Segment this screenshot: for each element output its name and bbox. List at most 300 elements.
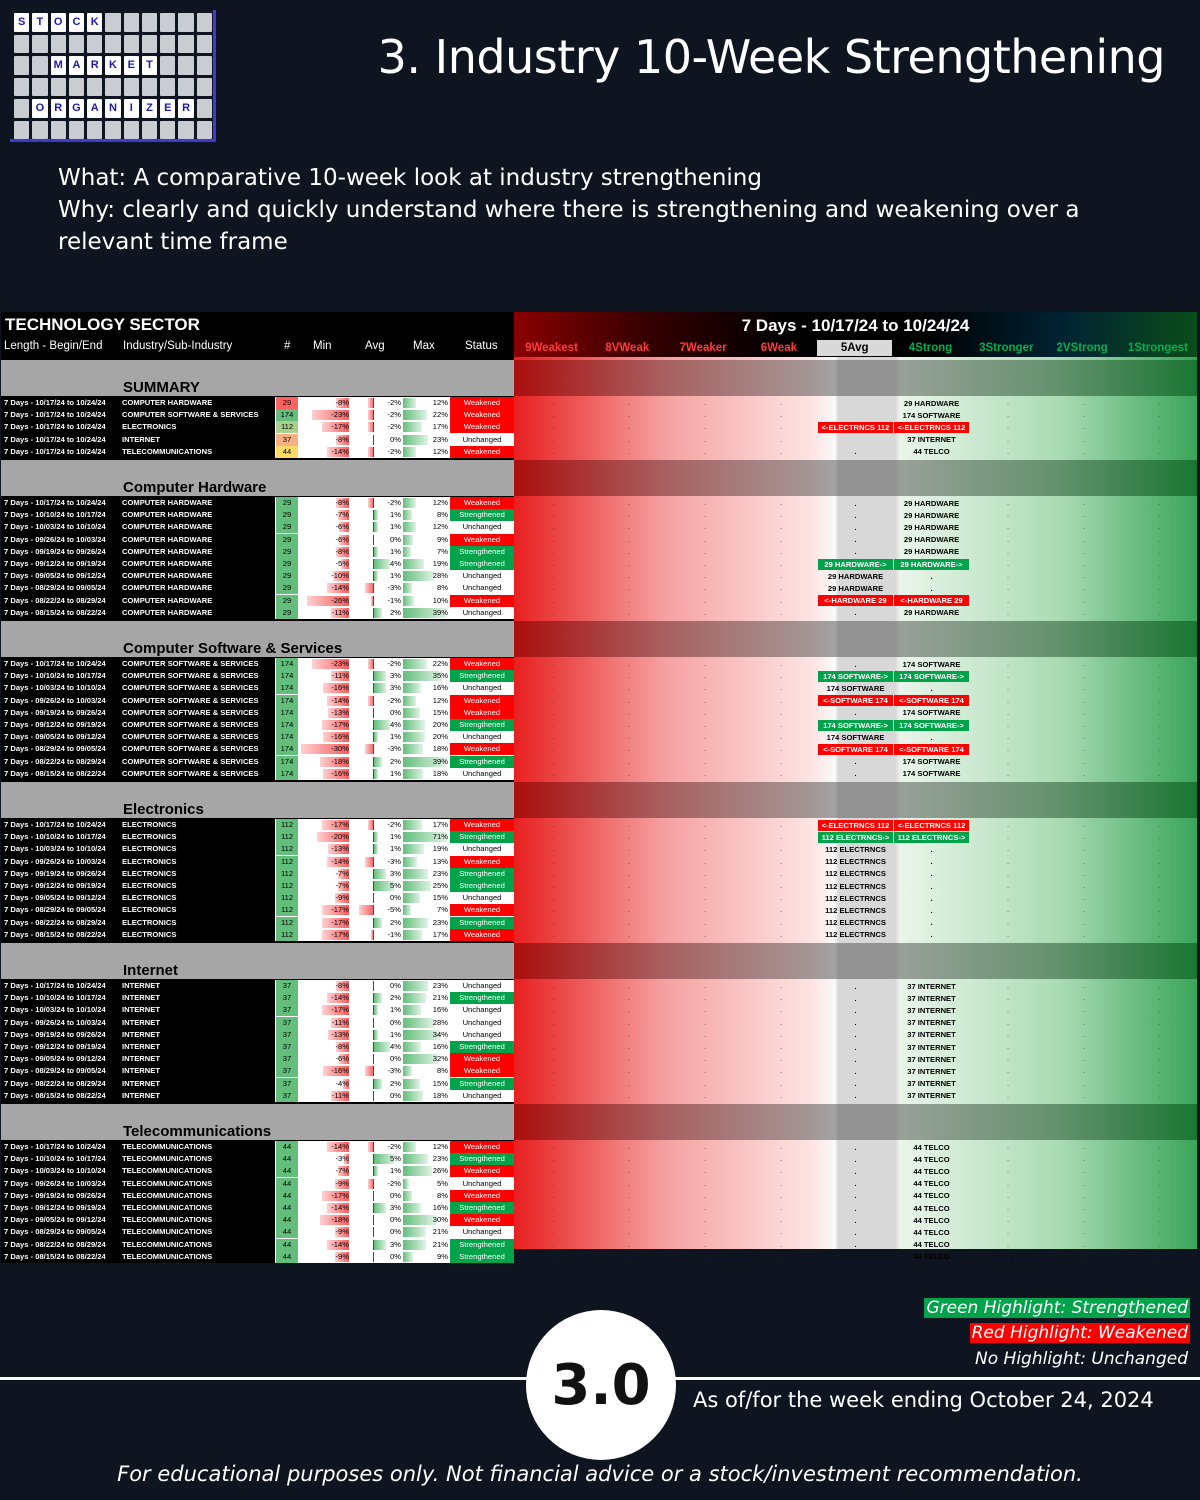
row-avg: -1%	[387, 595, 401, 605]
grid-dot: .	[780, 446, 783, 456]
grid-dot: .	[704, 1066, 707, 1076]
strength-col-header: 2VStrong	[1056, 342, 1108, 354]
strength-5avg-label: <-SOFTWARE 174	[818, 744, 893, 755]
status-badge: Weakened	[450, 658, 514, 670]
grid-dot: .	[1158, 671, 1161, 681]
table-row	[1, 831, 1197, 843]
grid-dot: .	[1158, 659, 1161, 668]
grid-dot: .	[780, 559, 783, 568]
row-min: -14%	[331, 695, 349, 705]
grid-dot: .	[1083, 1190, 1086, 1200]
grid-dot: .	[780, 1042, 783, 1051]
logo-tile	[160, 121, 175, 140]
row-industry: INTERNET	[122, 981, 160, 990]
strength-4strong-label: 29 HARDWARE	[903, 398, 960, 408]
logo-tile	[105, 78, 120, 97]
table-row	[1, 1141, 1197, 1153]
row-industry: TELECOMMUNICATIONS	[122, 1215, 213, 1225]
row-avg: 3%	[390, 868, 401, 878]
grid-dot: .	[628, 434, 631, 444]
row-max: 5%	[437, 1178, 448, 1188]
strength-4strong-label: 37 INTERNET	[907, 1042, 956, 1052]
logo-tile	[142, 78, 157, 97]
row-industry: COMPUTER SOFTWARE & SERVICES	[122, 410, 259, 420]
row-min: -16%	[331, 683, 349, 693]
grid-dot: .	[1007, 707, 1010, 717]
grid-dot: .	[780, 607, 783, 617]
grid-dot: .	[552, 559, 555, 568]
grid-dot: .	[1083, 720, 1086, 729]
row-min: -30%	[331, 744, 349, 754]
grid-dot: .	[704, 1166, 707, 1176]
grid-dot: .	[780, 434, 783, 444]
row-max: 26%	[432, 1166, 448, 1176]
row-length: 7 Days - 09/19/24 to 09/26/24	[4, 1029, 106, 1039]
grid-dot: .	[1007, 446, 1010, 456]
logo-tile: G	[69, 99, 84, 118]
row-length: 7 Days - 10/10/24 to 10/17/24	[4, 671, 106, 681]
table-row	[1, 1029, 1197, 1041]
grid-dot: .	[1007, 659, 1010, 668]
row-industry: COMPUTER SOFTWARE & SERVICES	[122, 732, 259, 742]
grid-dot: .	[704, 1251, 707, 1261]
logo-tile: A	[69, 56, 84, 75]
grid-dot: .	[1158, 832, 1161, 842]
table-row	[1, 719, 1197, 731]
grid-dot: .	[628, 1203, 631, 1212]
row-industry: INTERNET	[122, 1042, 160, 1051]
row-max: 20%	[432, 732, 448, 742]
grid-dot: .	[1007, 1142, 1010, 1151]
status-badge: Strengthened	[450, 917, 514, 929]
row-avg: -3%	[387, 744, 401, 754]
row-length: 7 Days - 09/12/24 to 09/19/24	[4, 559, 106, 568]
row-max: 23%	[432, 434, 448, 444]
grid-dot: .	[1007, 607, 1010, 617]
row-max: 20%	[432, 720, 448, 729]
row-avg: 0%	[390, 434, 401, 444]
logo-tile	[105, 35, 120, 54]
grid-dot: .	[704, 534, 707, 544]
row-count: 112	[276, 843, 298, 855]
status-badge: Weakened	[450, 1165, 514, 1177]
row-count: 29	[276, 509, 298, 521]
grid-dot: .	[628, 981, 631, 990]
grid-dot: .	[1158, 756, 1161, 766]
row-min: -9%	[335, 1227, 349, 1237]
grid-dot: .	[1007, 510, 1010, 520]
strength-5avg-label: .	[854, 510, 857, 520]
strength-5avg-label: .	[854, 708, 857, 718]
grid-dot: .	[1158, 1054, 1161, 1064]
status-badge: Strengthened	[450, 1239, 514, 1251]
strength-4strong-label: .	[930, 905, 933, 915]
grid-dot: .	[704, 1005, 707, 1015]
grid-dot: .	[704, 732, 707, 742]
status-badge: Weakened	[450, 497, 514, 509]
grid-dot: .	[780, 398, 783, 407]
row-length: 7 Days - 09/19/24 to 09/26/24	[4, 707, 106, 717]
row-max: 10%	[432, 595, 448, 605]
grid-dot: .	[1083, 1142, 1086, 1151]
grid-dot: .	[1158, 1142, 1161, 1151]
grid-dot: .	[628, 844, 631, 854]
grid-dot: .	[780, 1178, 783, 1188]
grid-dot: .	[1007, 756, 1010, 766]
row-count: 37	[276, 1053, 298, 1065]
row-industry: COMPUTER SOFTWARE & SERVICES	[122, 756, 259, 766]
grid-dot: .	[1083, 1251, 1086, 1261]
row-avg: -2%	[387, 446, 401, 456]
table-row	[1, 1239, 1197, 1251]
grid-dot: .	[1007, 683, 1010, 693]
grid-dot: .	[552, 1042, 555, 1051]
grid-dot: .	[704, 546, 707, 556]
row-count: 112	[276, 904, 298, 916]
row-length: 7 Days - 09/19/24 to 09/26/24	[4, 868, 106, 878]
row-industry: ELECTRONICS	[122, 893, 177, 903]
grid-dot: .	[1158, 546, 1161, 556]
grid-dot: .	[704, 1029, 707, 1039]
row-industry: COMPUTER SOFTWARE & SERVICES	[122, 768, 259, 778]
strength-5avg-label: 112 ELECTRNCS	[825, 857, 886, 867]
row-min: -5%	[335, 559, 349, 568]
grid-dot: .	[628, 1042, 631, 1051]
row-avg: 5%	[390, 881, 401, 890]
row-avg: 4%	[390, 559, 401, 568]
row-count: 44	[276, 1214, 298, 1226]
row-max: 71%	[432, 832, 448, 842]
status-badge: Unchanged	[462, 1029, 502, 1039]
row-avg: 1%	[390, 732, 401, 742]
status-badge: Strengthened	[450, 1202, 514, 1214]
row-industry: TELECOMMUNICATIONS	[122, 1166, 213, 1176]
strength-4strong-label: 37 INTERNET	[907, 1066, 956, 1076]
row-avg: 2%	[390, 1078, 401, 1088]
grid-dot: .	[552, 659, 555, 668]
row-avg: 1%	[390, 522, 401, 532]
grid-dot: .	[704, 1090, 707, 1100]
section-title: Computer Software & Services	[123, 640, 343, 657]
table-row	[1, 768, 1197, 780]
logo-tile	[14, 99, 29, 118]
grid-dot: .	[1158, 820, 1161, 829]
row-min: -8%	[335, 546, 349, 556]
strength-4strong-label: .	[930, 930, 933, 940]
strength-4strong-label: 174 SOFTWARE	[902, 410, 961, 420]
row-avg: -2%	[387, 410, 401, 420]
grid-dot: .	[704, 1042, 707, 1051]
grid-dot: .	[1158, 1017, 1161, 1027]
row-count: 37	[276, 1004, 298, 1016]
grid-dot: .	[780, 1215, 783, 1225]
row-industry: ELECTRONICS	[122, 905, 177, 915]
row-count: 44	[276, 1239, 298, 1251]
row-avg: 2%	[390, 917, 401, 927]
grid-dot: .	[552, 1166, 555, 1176]
strength-4strong-label: 44 TELCO	[913, 1215, 950, 1225]
status-badge: Weakened	[450, 1141, 514, 1153]
logo-tile	[160, 13, 175, 32]
row-avg: -3%	[387, 856, 401, 866]
row-length: 7 Days - 10/03/24 to 10/10/24	[4, 522, 106, 532]
grid-dot: .	[704, 1215, 707, 1225]
row-industry: COMPUTER HARDWARE	[122, 546, 213, 556]
row-length: 7 Days - 08/22/24 to 08/29/24	[4, 595, 106, 605]
grid-dot: .	[780, 868, 783, 878]
grid-dot: .	[704, 559, 707, 568]
grid-dot: .	[1083, 434, 1086, 444]
row-min: -18%	[331, 1215, 349, 1225]
row-max: 19%	[432, 844, 448, 854]
grid-dot: .	[628, 768, 631, 778]
grid-dot: .	[780, 993, 783, 1003]
grid-dot: .	[1158, 434, 1161, 444]
grid-dot: .	[780, 595, 783, 605]
legend-red: Red Highlight: Weakened	[971, 1323, 1188, 1343]
row-industry: INTERNET	[122, 1005, 160, 1015]
grid-dot: .	[628, 820, 631, 829]
grid-dot: .	[1007, 993, 1010, 1003]
grid-dot: .	[628, 893, 631, 903]
row-count: 174	[276, 743, 298, 755]
row-avg: 2%	[390, 993, 401, 1003]
table-row	[1, 1041, 1197, 1053]
row-industry: COMPUTER SOFTWARE & SERVICES	[122, 671, 259, 681]
row-length: 7 Days - 09/26/24 to 10/03/24	[4, 1017, 106, 1027]
grid-dot: .	[1158, 683, 1161, 693]
logo-tile: R	[87, 56, 102, 75]
row-length: 7 Days - 09/05/24 to 09/12/24	[4, 571, 106, 581]
strength-5avg-label	[818, 434, 893, 445]
grid-dot: .	[552, 522, 555, 532]
row-count: 112	[276, 880, 298, 892]
grid-dot: .	[552, 732, 555, 742]
logo-tile	[178, 35, 193, 54]
grid-dot: .	[1158, 1154, 1161, 1164]
row-count: 37	[276, 1041, 298, 1053]
grid-dot: .	[1007, 1227, 1010, 1237]
grid-dot: .	[1007, 868, 1010, 878]
grid-dot: .	[1158, 534, 1161, 544]
grid-dot: .	[1083, 1078, 1086, 1088]
band-right	[514, 360, 1197, 396]
strength-4strong-label: .	[930, 732, 933, 742]
table-row	[1, 695, 1197, 707]
grid-dot: .	[780, 1029, 783, 1039]
grid-dot: .	[552, 446, 555, 456]
row-avg: 1%	[390, 510, 401, 520]
row-count: 37	[276, 1029, 298, 1041]
grid-dot: .	[704, 881, 707, 890]
row-min: -14%	[331, 1203, 349, 1212]
grid-dot: .	[1083, 398, 1086, 407]
section-title: Computer Hardware	[123, 479, 267, 496]
row-length: 7 Days - 09/05/24 to 09/12/24	[4, 1054, 106, 1064]
grid-dot: .	[1007, 422, 1010, 432]
row-industry: ELECTRONICS	[122, 917, 177, 927]
grid-dot: .	[552, 1078, 555, 1088]
row-industry: INTERNET	[122, 1066, 160, 1076]
logo-tile: C	[69, 13, 84, 32]
strength-4strong-label: 174 SOFTWARE	[902, 769, 961, 779]
row-max: 13%	[432, 856, 448, 866]
row-min: -17%	[331, 929, 349, 939]
logo-tile	[32, 56, 47, 75]
status-badge: Strengthened	[450, 831, 514, 843]
strength-5avg-label: .	[854, 1054, 857, 1064]
strength-col-header: 9Weakest	[525, 342, 578, 354]
row-min: -13%	[331, 707, 349, 717]
logo-tile	[197, 78, 212, 97]
row-avg: 0%	[390, 1054, 401, 1064]
row-length: 7 Days - 10/03/24 to 10/10/24	[4, 683, 106, 693]
table-row	[1, 509, 1197, 521]
row-length: 7 Days - 08/29/24 to 09/05/24	[4, 744, 106, 754]
grid-dot: .	[1007, 1203, 1010, 1212]
grid-dot: .	[1083, 917, 1086, 927]
row-max: 12%	[432, 398, 448, 407]
grid-dot: .	[628, 1154, 631, 1164]
grid-dot: .	[1083, 832, 1086, 842]
grid-dot: .	[704, 446, 707, 456]
row-length: 7 Days - 09/26/24 to 10/03/24	[4, 856, 106, 866]
row-max: 16%	[432, 1203, 448, 1212]
status-badge: Weakened	[450, 409, 514, 421]
grid-dot: .	[780, 981, 783, 990]
row-avg: 1%	[390, 546, 401, 556]
row-length: 7 Days - 08/15/24 to 08/22/24	[4, 1251, 106, 1261]
table-row	[1, 743, 1197, 755]
row-industry: INTERNET	[122, 1078, 160, 1088]
grid-dot: .	[1083, 1042, 1086, 1051]
band-right	[514, 782, 1197, 818]
grid-dot: .	[1007, 434, 1010, 444]
row-industry: COMPUTER SOFTWARE & SERVICES	[122, 659, 259, 668]
grid-dot: .	[1083, 446, 1086, 456]
grid-dot: .	[704, 868, 707, 878]
grid-dot: .	[628, 868, 631, 878]
table-row	[1, 682, 1197, 694]
grid-dot: .	[704, 856, 707, 866]
table-row	[1, 607, 1197, 619]
grid-dot: .	[552, 683, 555, 693]
grid-dot: .	[1158, 398, 1161, 407]
row-max: 12%	[432, 522, 448, 532]
grid-dot: .	[1083, 498, 1086, 507]
table-row	[1, 446, 1197, 458]
grid-dot: .	[1083, 671, 1086, 681]
strength-4strong-label: 44 TELCO	[913, 1142, 950, 1152]
grid-dot: .	[704, 893, 707, 903]
grid-dot: .	[628, 707, 631, 717]
logo-tile	[178, 121, 193, 140]
grid-dot: .	[704, 498, 707, 507]
logo-tile	[14, 56, 29, 75]
row-industry: INTERNET	[122, 434, 160, 444]
grid-dot: .	[1007, 671, 1010, 681]
row-max: 30%	[432, 1215, 448, 1225]
grid-dot: .	[628, 546, 631, 556]
row-avg: -2%	[387, 498, 401, 507]
grid-dot: .	[628, 1078, 631, 1088]
row-max: 9%	[437, 534, 448, 544]
grid-dot: .	[704, 929, 707, 939]
section-title: Telecommunications	[123, 1123, 272, 1140]
strength-5avg-label: .	[854, 1154, 857, 1164]
strength-5avg-label: .	[854, 1042, 857, 1052]
grid-dot: .	[552, 1227, 555, 1237]
grid-dot: .	[780, 1078, 783, 1088]
row-min: -7%	[335, 868, 349, 878]
row-count: 174	[276, 719, 298, 731]
strength-4strong-label: 44 TELCO	[913, 1191, 950, 1201]
status-badge: Strengthened	[450, 880, 514, 892]
grid-dot: .	[1158, 905, 1161, 915]
col-header-avg: Avg	[365, 340, 385, 352]
row-min: -17%	[331, 1190, 349, 1200]
row-count: 44	[276, 1178, 298, 1190]
row-min: -11%	[331, 671, 349, 681]
grid-dot: .	[780, 1227, 783, 1237]
grid-dot: .	[704, 1227, 707, 1237]
grid-dot: .	[1007, 1017, 1010, 1027]
grid-dot: .	[628, 583, 631, 593]
grid-dot: .	[780, 510, 783, 520]
grid-dot: .	[704, 583, 707, 593]
grid-dot: .	[1007, 856, 1010, 866]
grid-dot: .	[1007, 1066, 1010, 1076]
row-min: -17%	[331, 905, 349, 915]
grid-dot: .	[704, 1142, 707, 1151]
grid-dot: .	[704, 1190, 707, 1200]
status-badge: Strengthened	[450, 509, 514, 521]
table-row	[1, 546, 1197, 558]
row-count: 112	[276, 868, 298, 880]
logo-tile	[69, 35, 84, 54]
row-length: 7 Days - 09/12/24 to 09/19/24	[4, 720, 106, 729]
status-badge: Unchanged	[462, 571, 502, 581]
row-length: 7 Days - 10/17/24 to 10/24/24	[4, 1142, 106, 1151]
strength-4strong-label: 37 INTERNET	[907, 993, 956, 1003]
grid-dot: .	[552, 893, 555, 903]
grid-dot: .	[1158, 1251, 1161, 1261]
row-count: 44	[276, 1190, 298, 1202]
status-badge: Strengthened	[450, 868, 514, 880]
strength-5avg-label: <-ELECTRNCS 112	[818, 422, 893, 433]
row-length: 7 Days - 09/12/24 to 09/19/24	[4, 1203, 106, 1212]
logo-tile	[197, 13, 212, 32]
logo-tile	[197, 35, 212, 54]
row-avg: 1%	[390, 1166, 401, 1176]
row-industry: ELECTRONICS	[122, 820, 177, 829]
logo-tile: Z	[142, 99, 157, 118]
row-max: 32%	[432, 1054, 448, 1064]
strength-4strong-label: 174 SOFTWARE->	[894, 720, 969, 731]
grid-dot: .	[1158, 595, 1161, 605]
period-title: 7 Days - 10/17/24 to 10/24/24	[741, 316, 970, 335]
grid-dot: .	[1158, 1227, 1161, 1237]
row-avg: 3%	[390, 1203, 401, 1212]
grid-dot: .	[1007, 1042, 1010, 1051]
row-max: 17%	[432, 422, 448, 432]
grid-dot: .	[1007, 744, 1010, 754]
grid-dot: .	[1083, 410, 1086, 420]
table-row	[1, 1165, 1197, 1177]
grid-dot: .	[1007, 981, 1010, 990]
row-max: 35%	[432, 671, 448, 681]
grid-dot: .	[1007, 844, 1010, 854]
